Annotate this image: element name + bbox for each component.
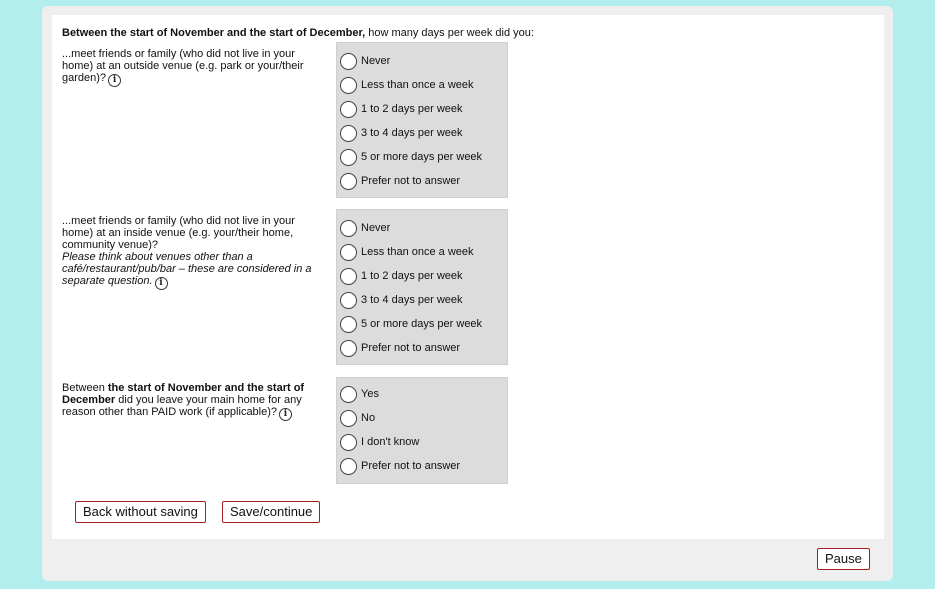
pause-button[interactable]: Pause [817, 548, 870, 570]
q3-option-yes[interactable] [340, 384, 379, 404]
option-label: Less than once a week [361, 79, 474, 91]
radio-button[interactable] [340, 434, 357, 451]
q1-option-1-2-days[interactable] [340, 99, 463, 119]
question-1-options [336, 42, 508, 198]
save-continue-button[interactable]: Save/continue [222, 501, 320, 523]
radio-button[interactable] [340, 410, 357, 427]
back-without-saving-button[interactable]: Back without saving [75, 501, 206, 523]
q2-option-never[interactable] [340, 218, 390, 238]
q1-option-3-4-days[interactable] [340, 123, 463, 143]
radio-button[interactable] [340, 458, 357, 475]
q3-option-dont-know[interactable] [340, 432, 419, 452]
radio-button[interactable] [340, 268, 357, 285]
survey-container [42, 6, 893, 581]
question-2-text [62, 215, 312, 290]
question-2-options [336, 209, 508, 365]
radio-button[interactable] [340, 220, 357, 237]
q2-option-prefer-not[interactable] [340, 338, 460, 358]
question-3-part: Between [62, 382, 108, 394]
question-2-note: Please think about venues other than a café/restaurant/pub/bar – these are considered in a separate question. [62, 251, 312, 287]
q1-option-prefer-not[interactable] [340, 171, 460, 191]
radio-button[interactable] [340, 340, 357, 357]
question-3-options [336, 377, 508, 484]
question-3-part: did you leave your main home for any reason other than PAID work (if applicable)? [62, 394, 302, 418]
option-label: Prefer not to answer [361, 175, 461, 187]
radio-button[interactable] [340, 244, 357, 261]
radio-button[interactable] [340, 53, 357, 70]
info-icon[interactable]: i [279, 408, 292, 421]
question-3-text [62, 382, 312, 421]
option-label: Never [361, 55, 391, 67]
q2-option-5-plus-days[interactable] [340, 314, 482, 334]
option-label: Prefer not to answer [361, 342, 461, 354]
info-icon[interactable]: i [155, 277, 168, 290]
question-1-label: ...meet friends or family (who did not live in your home) at an outside venue (e.g. park or your/their garden)? [62, 48, 304, 84]
option-label: 3 to 4 days per week [361, 127, 463, 139]
radio-button[interactable] [340, 292, 357, 309]
intro-rest: how many days per week did you: [365, 27, 534, 39]
option-label: Less than once a week [361, 246, 474, 258]
option-label: 5 or more days per week [361, 151, 483, 163]
q1-option-never[interactable] [340, 51, 390, 71]
option-label: 1 to 2 days per week [361, 270, 463, 282]
intro-bold: Between the start of November and the start of December, [62, 27, 366, 39]
q2-option-less-than-once[interactable] [340, 242, 474, 262]
intro-text [62, 27, 534, 39]
q1-option-less-than-once[interactable] [340, 75, 474, 95]
option-label: 3 to 4 days per week [361, 294, 463, 306]
radio-button[interactable] [340, 101, 357, 118]
option-label: 1 to 2 days per week [361, 103, 463, 115]
radio-button[interactable] [340, 386, 357, 403]
question-3-bold: the start of November and the start of December [62, 382, 305, 406]
question-2-label: ...meet friends or family (who did not live in your home) at an inside venue (e.g. your/their home, community venue)? [62, 215, 295, 251]
q1-option-5-plus-days[interactable] [340, 147, 482, 167]
option-label: Never [361, 222, 391, 234]
q3-option-no[interactable] [340, 408, 375, 428]
option-label: Yes [361, 388, 379, 400]
radio-button[interactable] [340, 125, 357, 142]
radio-button[interactable] [340, 173, 357, 190]
radio-button[interactable] [340, 149, 357, 166]
question-panel [52, 15, 884, 539]
option-label: No [361, 412, 376, 424]
radio-button[interactable] [340, 316, 357, 333]
option-label: I don't know [361, 436, 420, 448]
q3-option-prefer-not[interactable] [340, 456, 460, 476]
info-icon[interactable]: i [108, 74, 121, 87]
option-label: 5 or more days per week [361, 318, 483, 330]
q2-option-1-2-days[interactable] [340, 266, 463, 286]
option-label: Prefer not to answer [361, 460, 461, 472]
radio-button[interactable] [340, 77, 357, 94]
question-1-text [62, 48, 312, 87]
q2-option-3-4-days[interactable] [340, 290, 463, 310]
